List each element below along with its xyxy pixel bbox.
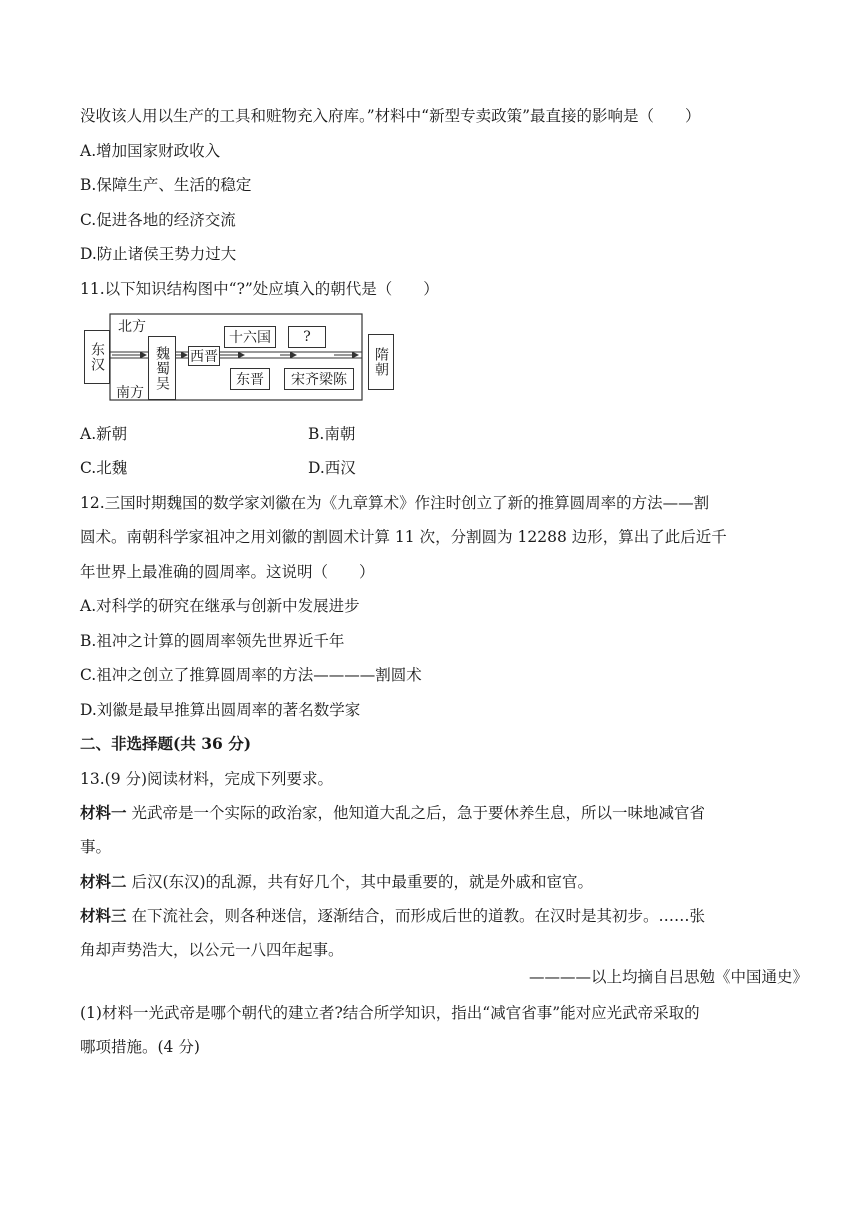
q13-sub1-line-2: 哪项措施。(4 分) xyxy=(80,1038,200,1056)
q13-sub1-line-1: (1)材料一光武帝是哪个朝代的建立者?结合所学知识，指出“减官省事”能对应光武帝采取的 xyxy=(80,1004,700,1022)
diagram-box-xijin: 西晋 xyxy=(188,346,220,366)
q11-option-b: B.南朝 xyxy=(308,425,356,443)
q12-option-c: C.祖冲之创立了推算圆周率的方法————割圆术 xyxy=(80,666,422,684)
q12-stem-line-2: 圆术。南朝科学家祖冲之用刘徽的割圆术计算 11 次，分割圆为 12288 边形，算出了此后近千 xyxy=(80,528,727,546)
q13-material-1-label: 材料一 xyxy=(80,803,127,822)
q13-material-1-line-2: 事。 xyxy=(80,838,112,856)
q13-source-citation: ————以上均摘自吕思勉《中国通史》 xyxy=(528,968,808,986)
q11-option-a: A.新朝 xyxy=(80,425,128,443)
q13-material-1-line-1 xyxy=(80,802,705,824)
q13-material-3-line-2: 角却声势浩大，以公元一八四年起事。 xyxy=(80,941,344,959)
q13-material-1-text: 光武帝是一个实际的政治家，他知道大乱之后，急于要休养生息，所以一味地减官省 xyxy=(126,804,705,822)
q11-option-row-1 xyxy=(80,423,356,445)
q13-material-3-text: 在下流社会，则各种迷信，逐渐结合，而形成后世的道教。在汉时是其初步。……张 xyxy=(126,907,705,925)
diagram-label-north: 北方 xyxy=(118,319,146,335)
q10-option-c: C.促进各地的经济交流 xyxy=(80,211,236,229)
q10-option-a: A.增加国家财政收入 xyxy=(80,142,221,160)
q11-stem: 11.以下知识结构图中“?”处应填入的朝代是（ ） xyxy=(80,280,439,298)
dynasty-structure-diagram xyxy=(84,312,394,402)
q11-option-d: D.西汉 xyxy=(308,459,356,477)
q12-stem-line-1: 12.三国时期魏国的数学家刘徽在为《九章算术》作注时创立了新的推算圆周率的方法——割 xyxy=(80,494,710,512)
q12-option-a: A.对科学的研究在继承与创新中发展进步 xyxy=(80,597,360,615)
q12-option-d: D.刘徽是最早推算出圆周率的著名数学家 xyxy=(80,701,361,719)
diagram-box-sixteen-kingdoms: 十六国 xyxy=(224,326,276,348)
q13-material-2-text: 后汉(东汉)的乱源，共有好几个，其中最重要的，就是外戚和宦官。 xyxy=(126,873,594,891)
diagram-box-question: ? xyxy=(288,326,326,348)
q10-option-b: B.保障生产、生活的稳定 xyxy=(80,176,252,194)
q10-option-d: D.防止诸侯王势力过大 xyxy=(80,245,237,263)
q13-stem: 13.(9 分)阅读材料，完成下列要求。 xyxy=(80,770,334,788)
diagram-label-south: 南方 xyxy=(116,385,144,401)
diagram-box-dongjin: 东晋 xyxy=(230,368,270,390)
q13-material-2-line-1 xyxy=(80,871,593,893)
q13-material-2-label: 材料二 xyxy=(80,872,127,891)
q12-option-b: B.祖冲之计算的圆周率领先世界近千年 xyxy=(80,632,345,650)
diagram-box-weishuwu: 魏蜀吴 xyxy=(148,336,176,400)
section-title-non-choice: 二、非选择题(共 36 分) xyxy=(80,734,252,753)
q11-option-c: C.北魏 xyxy=(80,459,128,477)
q13-material-3-line-1 xyxy=(80,905,705,927)
q11-option-row-2 xyxy=(80,457,356,479)
q10-stem-end: 没收该人用以生产的工具和赃物充入府库。”材料中“新型专卖政策”最直接的影响是（ ） xyxy=(80,107,701,125)
diagram-box-suichao: 隋朝 xyxy=(368,334,394,390)
diagram-box-donghan: 东汉 xyxy=(84,330,110,384)
q12-stem-line-3: 年世界上最准确的圆周率。这说明（ ） xyxy=(80,563,375,581)
diagram-box-songqiliangchen: 宋齐梁陈 xyxy=(284,368,354,390)
q13-material-3-label: 材料三 xyxy=(80,906,127,925)
